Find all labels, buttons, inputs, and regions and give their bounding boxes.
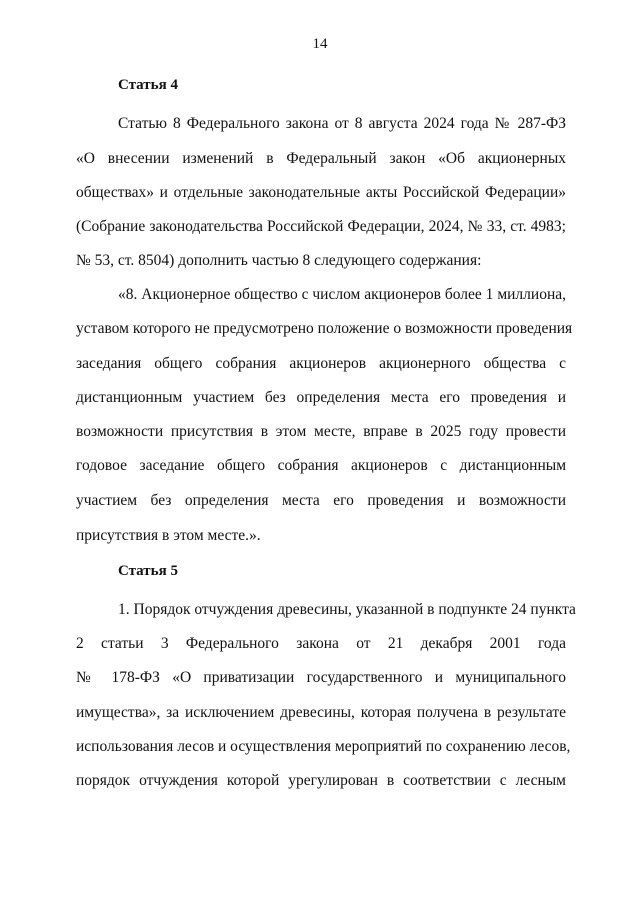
article-4-paragraph-2-line: годовое заседание общего собрания акционеров с дистанционным <box>76 457 566 474</box>
article-4-paragraph-2-line: уставом которого не предусмотрено положение о возможности проведения <box>76 320 573 337</box>
article-4-heading: Статья 4 <box>118 77 178 93</box>
article-5-paragraph-1-line: порядок отчуждения которой урегулирован в соответствии с лесным <box>76 772 566 789</box>
article-5-paragraph-1-line: использования лесов и осуществления мероприятий по сохранению лесов, <box>76 738 571 755</box>
article-5-paragraph-1-line: 2 статьи 3 Федерального закона от 21 декабря 2001 года <box>76 635 566 652</box>
article-4-paragraph-2-line: присутствия в этом месте.». <box>76 527 261 544</box>
article-4-paragraph-2-line: дистанционным участием без определения места его проведения и <box>76 389 566 406</box>
article-4-paragraph-1-line: «О внесении изменений в Федеральный закон «Об акционерных <box>76 150 566 167</box>
article-5-paragraph-1-line: имущества», за исключением древесины, которая получена в результате <box>76 704 566 721</box>
article-4-paragraph-2-line: возможности присутствия в этом месте, вправе в 2025 году провести <box>76 423 566 440</box>
article-4-paragraph-1-line: (Собрание законодательства Российской Федерации, 2024, № 33, ст. 4983; <box>76 218 566 235</box>
article-4-paragraph-2-line: участием без определения места его проведения и возможности <box>76 492 566 509</box>
article-4-paragraph-2-line: заседания общего собрания акционеров акционерного общества с <box>76 355 566 372</box>
article-4-paragraph-2-line: «8. Акционерное общество с числом акционеров более 1 миллиона, <box>118 286 566 303</box>
article-5-paragraph-1-line: 1. Порядок отчуждения древесины, указанной в подпункте 24 пункта <box>118 601 576 618</box>
page-number: 14 <box>312 36 328 52</box>
article-5-heading: Статья 5 <box>118 563 178 579</box>
article-4-paragraph-1-line: обществах» и отдельные законодательные акты Российской Федерации» <box>76 184 566 201</box>
article-5-paragraph-1-line: № 178-ФЗ «О приватизации государственного и муниципального <box>76 669 566 686</box>
article-4-paragraph-1-line: Статью 8 Федерального закона от 8 августа 2024 года № 287-ФЗ <box>118 115 566 132</box>
article-4-paragraph-1-line: № 53, ст. 8504) дополнить частью 8 следующего содержания: <box>76 252 482 269</box>
